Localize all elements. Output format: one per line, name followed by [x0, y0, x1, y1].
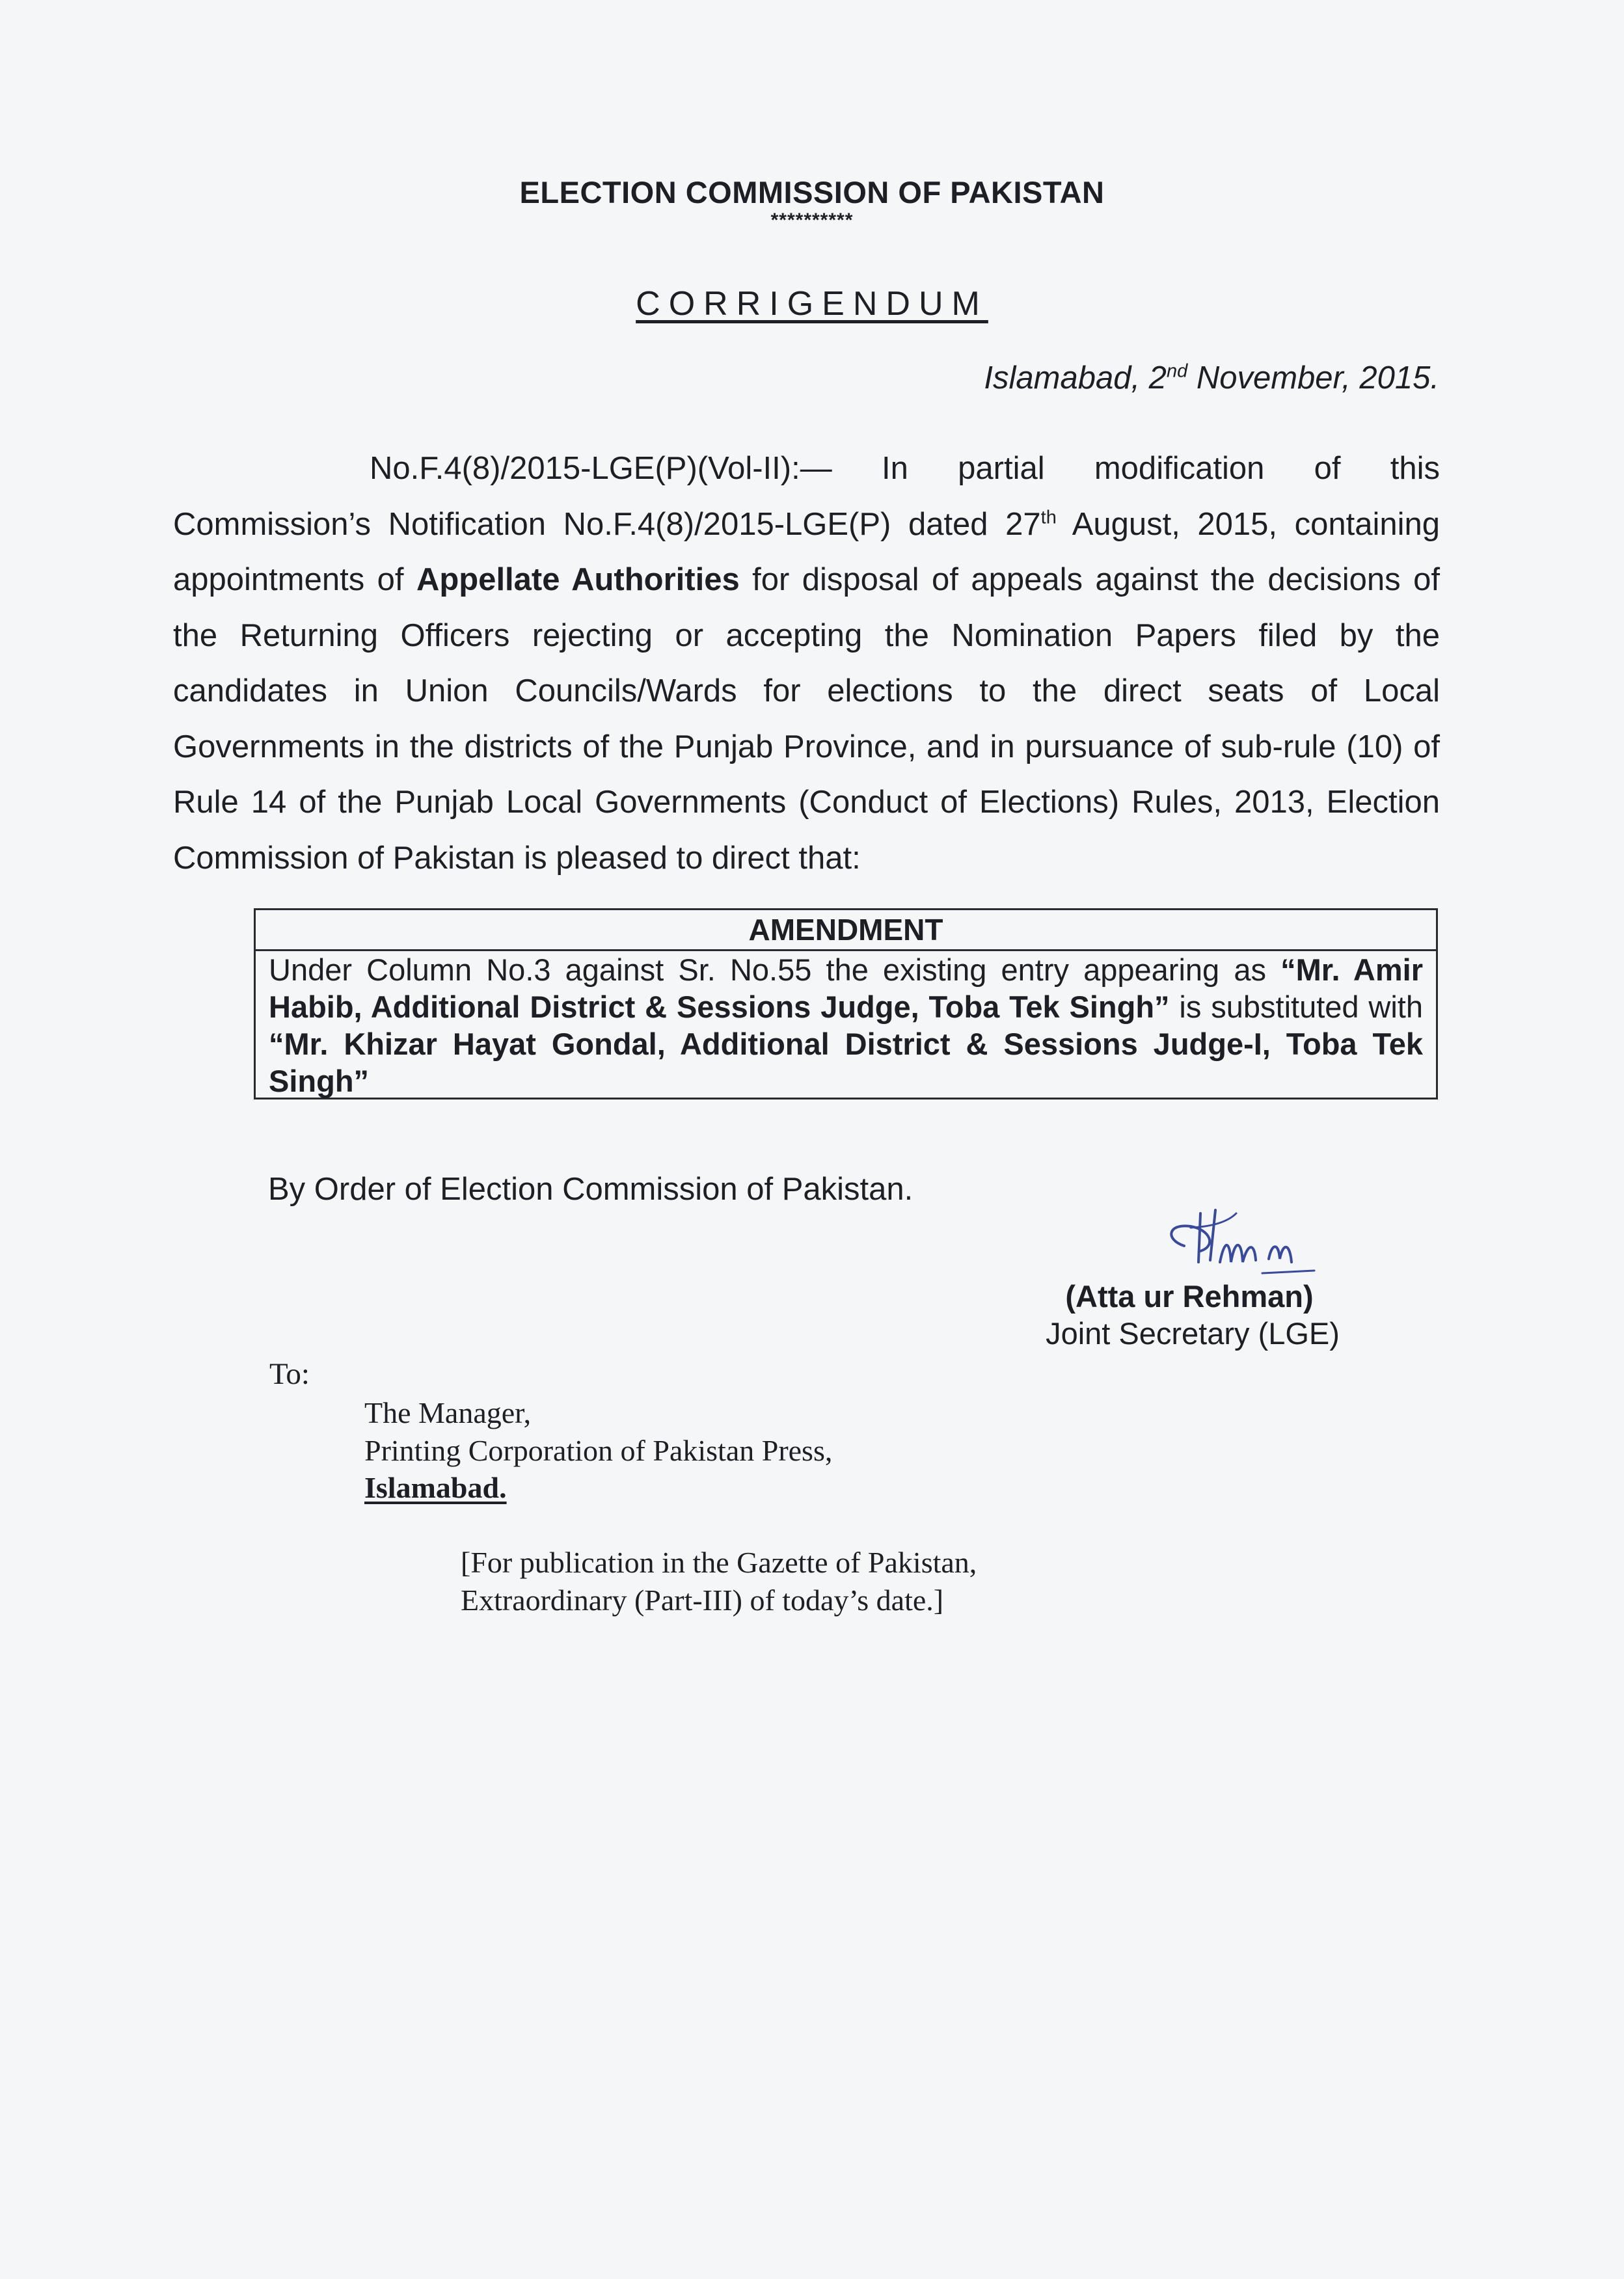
amendment-box: [254, 908, 1438, 1099]
publication-note-line-2: Extraordinary (Part-III) of today’s date.]: [461, 1584, 944, 1617]
date-prefix: Islamabad, 2: [984, 360, 1167, 396]
date-rest: November, 2015.: [1187, 360, 1439, 396]
signer-name: (Atta ur Rehman): [1065, 1279, 1314, 1314]
signer-title: Joint Secretary (LGE): [1046, 1316, 1340, 1351]
amendment-existing-entry: “Mr. Amir Habib, Additional District & Sessions Judge, Toba Tek Singh”: [269, 952, 1423, 1024]
dateline: [984, 360, 1439, 396]
publication-note-line-1: [For publication in the Gazette of Pakistan,: [461, 1546, 977, 1579]
amendment-intro: Under Column No.3 against Sr. No.55 the existing entry appearing as: [269, 952, 1281, 987]
amendment-connector: is substituted with: [1169, 990, 1423, 1024]
body-date-suffix: th: [1040, 507, 1057, 528]
body-remainder: for disposal of appeals against the decisions of the Returning Officers rejecting or accepting the Nomination Papers filed by the candidates in Union Councils/Wards for elections to the direct seats of Local Governments in the districts of the Punjab Province, and in pursuance of sub-rule (10) of Rule 14 of the Punjab Local Governments (Conduct of Elections) Rules, 2013, Election Commission of Pakistan is pleased to direct that:: [173, 562, 1440, 876]
recipient-line-1: The Manager,: [364, 1396, 532, 1429]
document-title: CORRIGENDUM: [636, 285, 988, 323]
body-paragraph: [173, 441, 1440, 886]
order-line: By Order of Election Commission of Pakistan.: [268, 1172, 914, 1207]
to-label: To:: [269, 1357, 310, 1391]
handwritten-signature: [1139, 1200, 1373, 1285]
amendment-heading: AMENDMENT: [256, 910, 1436, 951]
date-ordinal: nd: [1166, 360, 1188, 382]
recipient-line-2: Printing Corporation of Pakistan Press,: [364, 1434, 833, 1467]
organization-heading: ELECTION COMMISSION OF PAKISTAN: [519, 175, 1105, 209]
body-bold-term: Appellate Authorities: [416, 562, 740, 597]
recipient-line-3: Islamabad.: [364, 1471, 507, 1504]
body-reference: No.F.4(8)/2015-LGE(P)(Vol-II):— In partial modification of this Commission’s Notification No.F.4(8)/2015-LGE(P) dated 27: [173, 451, 1440, 542]
heading-separator: **********: [770, 209, 854, 231]
amendment-new-entry: “Mr. Khizar Hayat Gondal, Additional District & Sessions Judge-I, Toba Tek Singh”: [269, 1027, 1423, 1098]
amendment-text: [256, 951, 1436, 1099]
body-after-date: August, 2015, containing appointments of: [173, 506, 1440, 597]
